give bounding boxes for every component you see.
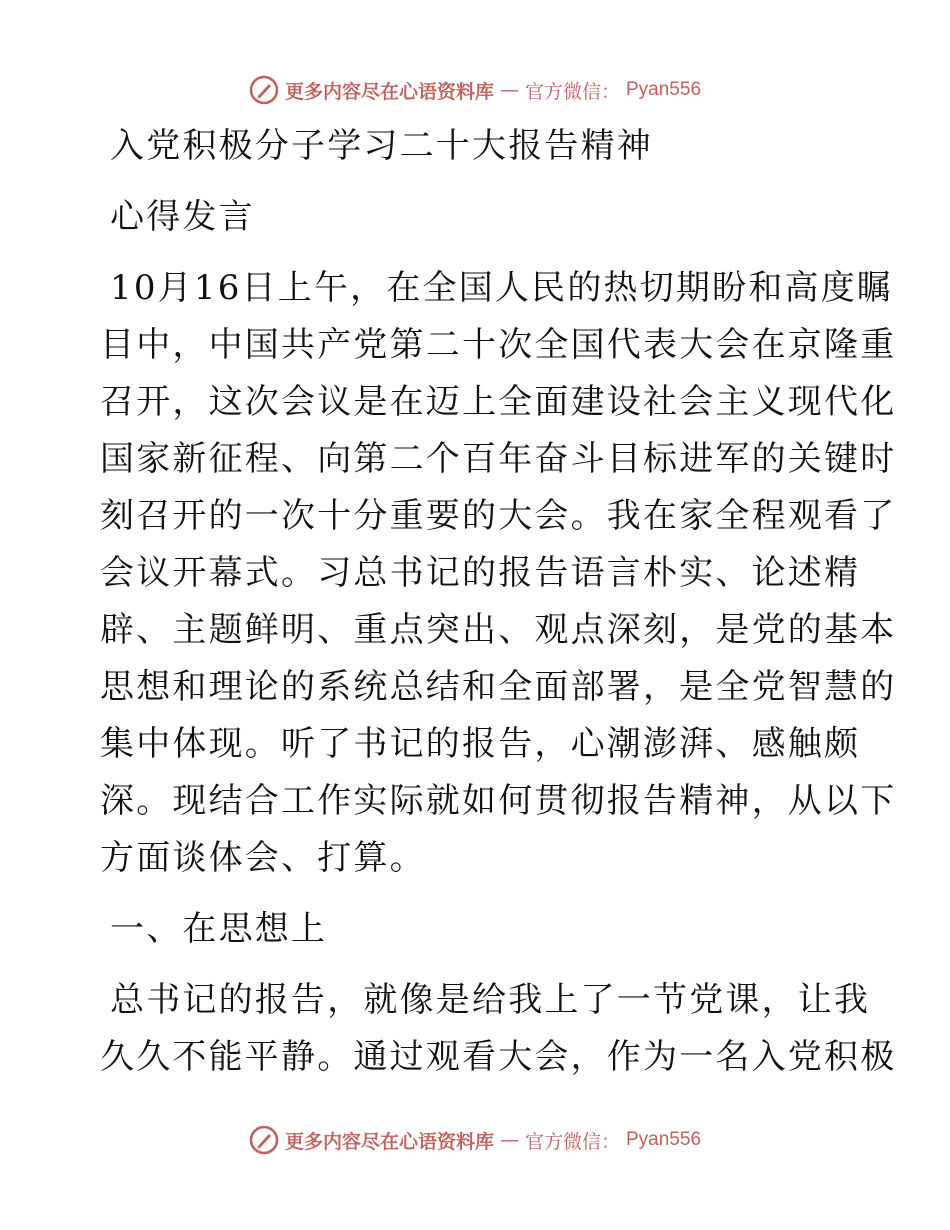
watermark-header (0, 70, 950, 110)
watermark-wechat-id: Pyan556 (626, 1129, 702, 1150)
paragraph-line: 刻召开的一次十分重要的大会。我在家全程观看了 (100, 496, 897, 536)
section-heading (100, 901, 852, 958)
paragraph-line: 总书记的报告，就像是给我上了一节党课，让我 (110, 980, 871, 1020)
paragraph-line: 召开，这次会议是在迈上全面建设社会主义现代化 (100, 382, 897, 422)
feather-pen-logo-icon (249, 75, 279, 105)
paragraph-line: 深。现结合工作实际就如何贯彻报告精神，从以下 (100, 781, 897, 821)
document-title-line-1: 入党积极分子学习二十大报告精神 (110, 126, 653, 166)
section-heading-text: 一、在思想上 (110, 909, 328, 949)
paragraph-line: 辟、主题鲜明、重点突出、观点深刻，是党的基本 (100, 610, 897, 650)
watermark-wechat-label: 官方微信： (524, 80, 620, 103)
feather-pen-logo-icon (249, 1125, 279, 1155)
watermark-main-text: 更多内容尽在心语资料库 (284, 80, 494, 103)
watermark-main-text: 更多内容尽在心语资料库 (284, 1130, 494, 1153)
paragraph-line: 会议开幕式。习总书记的报告语言朴实、论述精 (100, 553, 861, 593)
paragraph-thought (100, 972, 897, 1086)
paragraph-line: 久久不能平静。通过观看大会，作为一名入党积极 (100, 1037, 897, 1077)
watermark-dash: — (499, 79, 519, 101)
paragraph-line: 目中，中国共产党第二十次全国代表大会在京隆重 (100, 325, 897, 365)
paragraph-line: 思想和理论的系统总结和全面部署，是全党智慧的 (100, 667, 897, 707)
watermark-footer (0, 1120, 950, 1160)
paragraph-line: 国家新征程、向第二个百年奋斗目标进军的关键时 (100, 439, 897, 479)
document-title-line-2: 心得发言 (110, 197, 255, 237)
paragraph-intro (100, 260, 897, 887)
watermark-wechat-label: 官方微信： (524, 1130, 620, 1153)
document-body (100, 118, 897, 1086)
watermark-dash: — (499, 1129, 519, 1151)
paragraph-line: 集中体现。听了书记的报告，心潮澎湃、感触颇 (100, 724, 861, 764)
paragraph-line: 10月16日上午，在全国人民的热切期盼和高度瞩 (110, 268, 894, 308)
paragraph-line: 方面谈体会、打算。 (100, 838, 426, 878)
watermark-wechat-id: Pyan556 (626, 79, 702, 100)
